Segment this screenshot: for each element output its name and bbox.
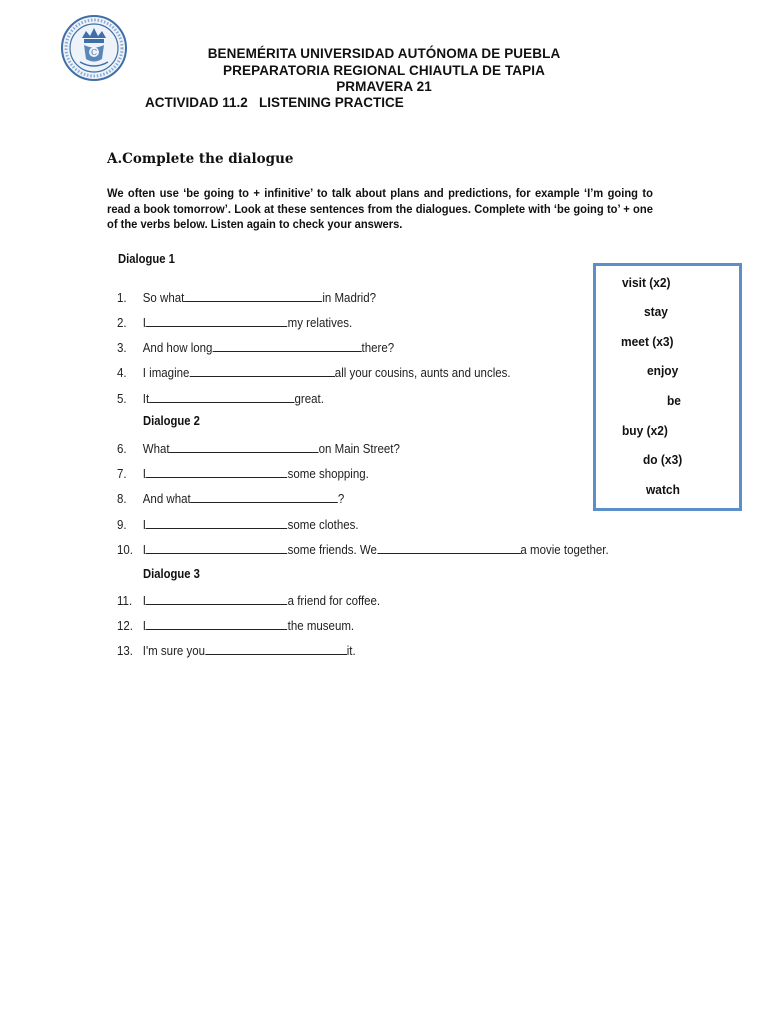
item-number: 4. <box>117 366 127 380</box>
svg-text:C: C <box>90 48 98 57</box>
item-number: 6. <box>117 442 127 456</box>
item-text: I'm sure you <box>142 644 206 658</box>
item-text: the museum. <box>287 619 355 633</box>
answer-blank[interactable] <box>146 465 288 478</box>
item-number: 3. <box>117 341 127 355</box>
dialogue-1-heading: Dialogue 1 <box>118 252 175 266</box>
item-number: 8. <box>117 492 127 506</box>
item-number: 12. <box>117 619 133 633</box>
list-item <box>117 289 376 305</box>
item-text: my relatives. <box>287 316 353 330</box>
answer-blank[interactable] <box>146 516 288 529</box>
verb-option: be <box>667 393 681 408</box>
item-text: ? <box>337 492 345 506</box>
item-text: I <box>142 594 146 608</box>
item-number: 5. <box>117 392 127 406</box>
item-text: some shopping. <box>287 467 369 481</box>
verb-option: enjoy <box>647 363 679 378</box>
item-text: I imagine <box>142 366 190 380</box>
item-number: 9. <box>117 518 127 532</box>
verb-option: watch <box>646 482 680 497</box>
item-text: on Main Street? <box>318 442 400 456</box>
answer-blank[interactable] <box>191 490 338 503</box>
item-text: So what <box>142 291 185 305</box>
answer-blank[interactable] <box>146 592 288 605</box>
answer-blank[interactable] <box>184 289 322 302</box>
item-text: I <box>142 543 146 557</box>
item-number: 1. <box>117 291 127 305</box>
answer-blank[interactable] <box>146 617 288 630</box>
item-text: there? <box>361 341 395 355</box>
item-number: 2. <box>117 316 127 330</box>
item-number: 11. <box>117 594 133 608</box>
school-name: PREPARATORIA REGIONAL CHIAUTLA DE TAPIA <box>223 63 545 78</box>
answer-blank[interactable] <box>212 339 361 352</box>
list-item <box>117 490 344 506</box>
list-item <box>117 339 394 355</box>
item-number: 13. <box>117 644 133 658</box>
item-text: some clothes. <box>287 518 359 532</box>
list-item <box>117 516 359 532</box>
answer-blank[interactable] <box>146 314 288 327</box>
item-number: 10. <box>117 543 133 557</box>
answer-blank[interactable] <box>149 390 294 403</box>
activity-title: ACTIVIDAD 11.2 LISTENING PRACTICE <box>145 95 404 110</box>
item-text: And how long <box>142 341 213 355</box>
item-text: I <box>142 316 146 330</box>
item-text: all your cousins, aunts and uncles. <box>334 366 511 380</box>
verb-option: do (x3) <box>643 452 683 467</box>
list-item <box>117 465 369 481</box>
list-item <box>117 314 352 330</box>
list-item <box>117 364 511 380</box>
item-text: a friend for coffee. <box>287 594 381 608</box>
item-text: in Madrid? <box>322 291 377 305</box>
item-text: it. <box>346 644 356 658</box>
list-item <box>117 440 400 456</box>
list-item <box>117 617 354 633</box>
item-text: It <box>142 392 150 406</box>
verb-option: buy (x2) <box>622 423 668 438</box>
list-item <box>117 642 356 658</box>
university-name: BENEMÉRITA UNIVERSIDAD AUTÓNOMA DE PUEBLA <box>207 46 561 61</box>
item-text: I <box>142 518 146 532</box>
list-item <box>117 592 380 608</box>
item-text: I <box>142 467 146 481</box>
answer-blank[interactable] <box>205 642 347 655</box>
item-text: And what <box>142 492 191 506</box>
item-text: great. <box>294 392 324 406</box>
item-number: 7. <box>117 467 127 481</box>
list-item <box>117 390 324 406</box>
dialogue-3-heading: Dialogue 3 <box>143 567 200 581</box>
verb-option: stay <box>644 304 668 319</box>
item-text: I <box>142 619 146 633</box>
answer-blank[interactable] <box>146 541 288 554</box>
verb-bank-box <box>593 263 742 511</box>
section-title: A.Complete the dialogue <box>107 151 294 167</box>
answer-blank[interactable] <box>170 440 319 453</box>
verb-option: meet (x3) <box>621 334 674 349</box>
verb-option: visit (x2) <box>622 275 671 290</box>
item-text: What <box>142 442 170 456</box>
answer-blank[interactable] <box>189 364 334 377</box>
answer-blank[interactable] <box>377 541 521 554</box>
list-item <box>117 541 609 557</box>
term-label: PRMAVERA 21 <box>336 79 432 94</box>
item-text: a movie together. <box>520 543 609 557</box>
item-text: some friends. We <box>287 543 377 557</box>
instructions-text: We often use ‘be going to + infinitive’ to talk about plans and predictions, for example ‘I’m going to read a book tomorrow’. Look at these sentences from the dialogues. Complete with ‘be going to’ + one of the verbs below. Listen again to check your answers. <box>107 186 653 231</box>
dialogue-2-heading: Dialogue 2 <box>143 414 200 428</box>
